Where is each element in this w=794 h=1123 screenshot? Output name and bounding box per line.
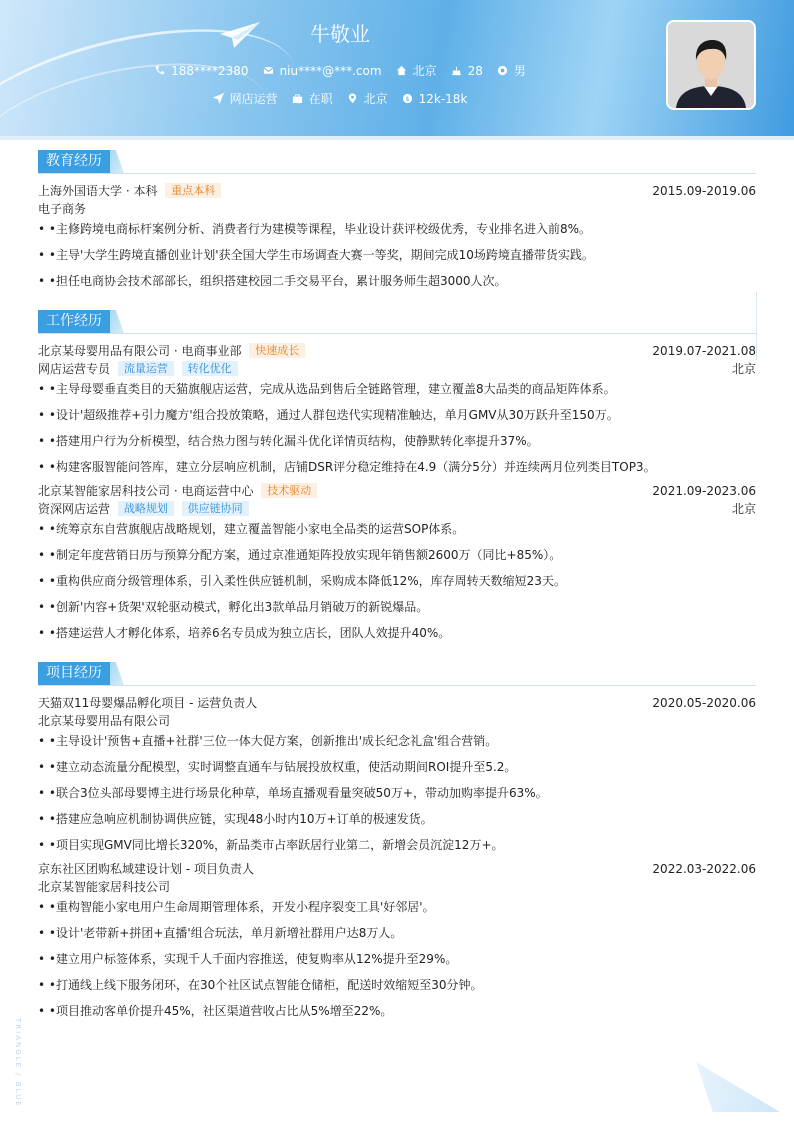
role-row [38,360,756,378]
email-item [263,62,382,79]
phone-icon [154,65,165,76]
city-item [396,62,437,79]
education-section-header [38,150,756,174]
work-entry-header [38,482,756,500]
target-city-item [347,90,388,107]
list-item: • •建立动态流量分配模型，实时调整直通车与钻展投放权重，使活动期间ROI提升至5.2。 [38,760,517,774]
role-tag: 战略规划 [118,501,174,516]
list-item: • •搭建运营人才孵化体系，培养6名专员成为独立店长，团队人效提升40%。 [38,626,451,640]
phone-item [154,62,248,79]
company-tag: 技术驱动 [261,483,317,498]
role-tag: 转化优化 [182,361,238,376]
header-bottom-strip [0,136,794,140]
send-icon [213,93,224,104]
work-entry-header [38,342,756,360]
list-item: • •统筹京东自营旗舰店战略规划，建立覆盖智能小家电全品类的运营SOP体系。 [38,522,465,536]
school-name: 上海外国语大学 · 本科 [38,184,158,198]
list-item: • •主导'大学生跨境直播创业计划'获全国大学生市场调查大赛一等奖，期间完成10场跨境直播带货实践。 [38,248,594,262]
target-position-text: 网店运营 [229,92,278,106]
gender-icon [497,65,508,76]
side-watermark: TRIANGLE / BLUE [14,1018,22,1108]
phone-text: 188****2380 [171,63,249,78]
avatar-photo [668,22,754,108]
gender-text: 男 [513,64,526,78]
section-title-decoration [110,310,124,333]
salary-item [402,90,468,107]
list-item: • •项目实现GMV同比增长320%，新品类市占率跃居行业第二，新增会员沉淀12万+。 [38,838,504,852]
list-item: • •重构供应商分级管理体系，引入柔性供应链机制，采购成本降低12%，库存周转天数缩短23天。 [38,574,566,588]
work-section-header [38,310,756,334]
section-title-decoration [110,662,124,685]
salary-text: 12k-18k [418,91,468,106]
education-entry-header [38,182,756,200]
target-position-item [213,90,278,107]
role-tag: 供应链协同 [182,501,249,516]
company-name: 北京某母婴用品有限公司 · 电商事业部 [38,344,242,358]
list-item: • •主修跨境电商标杆案例分析、消费者行为建模等课程，毕业设计获评校级优秀，专业排名进入前8%。 [38,222,592,236]
project-company: 北京某母婴用品有限公司 [38,714,171,728]
age-item [451,62,483,79]
header-banner [0,0,794,140]
home-icon [396,65,407,76]
list-item: • •重构智能小家电用户生命周期管理体系，开发小程序裂变工具'好邻居'。 [38,900,435,914]
project-name: 天猫双11母婴爆品孵化项目 - 运营负责人 [38,696,258,710]
major: 电子商务 [38,202,87,216]
role-title: 资深网店运营 [38,502,111,516]
major-row [38,200,756,218]
work-location: 北京 [731,502,756,516]
list-item: • •联合3位头部母婴博主进行场景化种草，单场直播观看量突破50万+，带动加购率提升63%。 [38,786,548,800]
status-item [292,90,333,107]
svg-text:$: $ [405,94,410,103]
role-tag: 流量运营 [118,361,174,376]
list-item: • •项目推动客单价提升45%，社区渠道营收占比从5%增至22%。 [38,1004,393,1018]
project-company-row [38,878,756,896]
money-icon [402,93,413,104]
project-company-row [38,712,756,730]
target-city-text: 北京 [363,92,388,106]
cake-icon [451,65,462,76]
project-dates: 2020.05-2020.06 [652,696,756,710]
section-title: 工作经历 [38,310,110,333]
project-entry-header [38,694,756,712]
section-title-decoration [110,150,124,173]
mail-icon [263,65,274,76]
corner-triangle-decoration [696,1062,780,1112]
list-item: • •搭建应急响应机制协调供应链，实现48小时内10万+订单的极速发货。 [38,812,433,826]
city-text: 北京 [412,64,437,78]
list-item: • •主导母婴垂直类目的天猫旗舰店运营，完成从选品到售后全链路管理，建立覆盖8大品类的商品矩阵体系。 [38,382,616,396]
email-text: niu****@***.com [279,63,382,78]
list-item: • •担任电商协会技术部部长，组织搭建校园二手交易平台，累计服务师生超3000人次。 [38,274,507,288]
education-dates: 2015.09-2019.06 [652,184,756,198]
role-row [38,500,756,518]
list-item: • •构建客服智能问答库，建立分层响应机制，店铺DSR评分稳定维持在4.9（满分5分）并连续两月位列类目TOP3。 [38,460,656,474]
section-title: 项目经历 [38,662,110,685]
list-item: • •创新'内容+货架'双轮驱动模式，孵化出3款单品月销破万的新锐爆品。 [38,600,429,614]
location-icon [347,93,358,104]
role-title: 网店运营专员 [38,362,111,376]
divider [38,333,756,334]
work-location: 北京 [731,362,756,376]
company-tag: 快速成长 [249,343,305,358]
divider [38,685,756,686]
list-item: • •搭建用户行为分析模型，结合热力图与转化漏斗优化详情页结构，使静默转化率提升37%。 [38,434,539,448]
job-intent-row [0,90,680,107]
project-dates: 2022.03-2022.06 [652,862,756,876]
work-dates: 2019.07-2021.08 [652,344,756,358]
list-item: • •制定年度营销日历与预算分配方案，通过京准通矩阵投放实现年销售额2600万（同比+85%）。 [38,548,562,562]
divider [38,173,756,174]
status-text: 在职 [308,92,333,106]
divider [756,292,757,360]
gender-item [497,62,526,79]
candidate-name: 牛敬业 [310,22,370,46]
project-entry-header [38,860,756,878]
project-name: 京东社区团购私域建设计划 - 项目负责人 [38,862,254,876]
list-item: • •设计'老带新+拼团+直播'组合玩法，单月新增社群用户达8万人。 [38,926,403,940]
contact-row [0,62,680,79]
project-company: 北京某智能家居科技公司 [38,880,171,894]
section-title: 教育经历 [38,150,110,173]
school-tag: 重点本科 [165,183,221,198]
projects-section-header [38,662,756,686]
age-text: 28 [467,63,483,78]
list-item: • •建立用户标签体系，实现千人千面内容推送，使复购率从12%提升至29%。 [38,952,458,966]
list-item: • •打通线上线下服务闭环，在30个社区试点智能仓储柜，配送时效缩短至30分钟。 [38,978,483,992]
work-dates: 2021.09-2023.06 [652,484,756,498]
list-item: • •设计'超级推荐+引力魔方'组合投放策略，通过人群包迭代实现精准触达，单月GMV从30万跃升至150万。 [38,408,619,422]
briefcase-icon [292,93,303,104]
list-item: • •主导设计'预售+直播+社群'三位一体大促方案，创新推出'成长纪念礼盒'组合营销。 [38,734,498,748]
avatar [666,20,756,110]
company-name: 北京某智能家居科技公司 · 电商运营中心 [38,484,254,498]
